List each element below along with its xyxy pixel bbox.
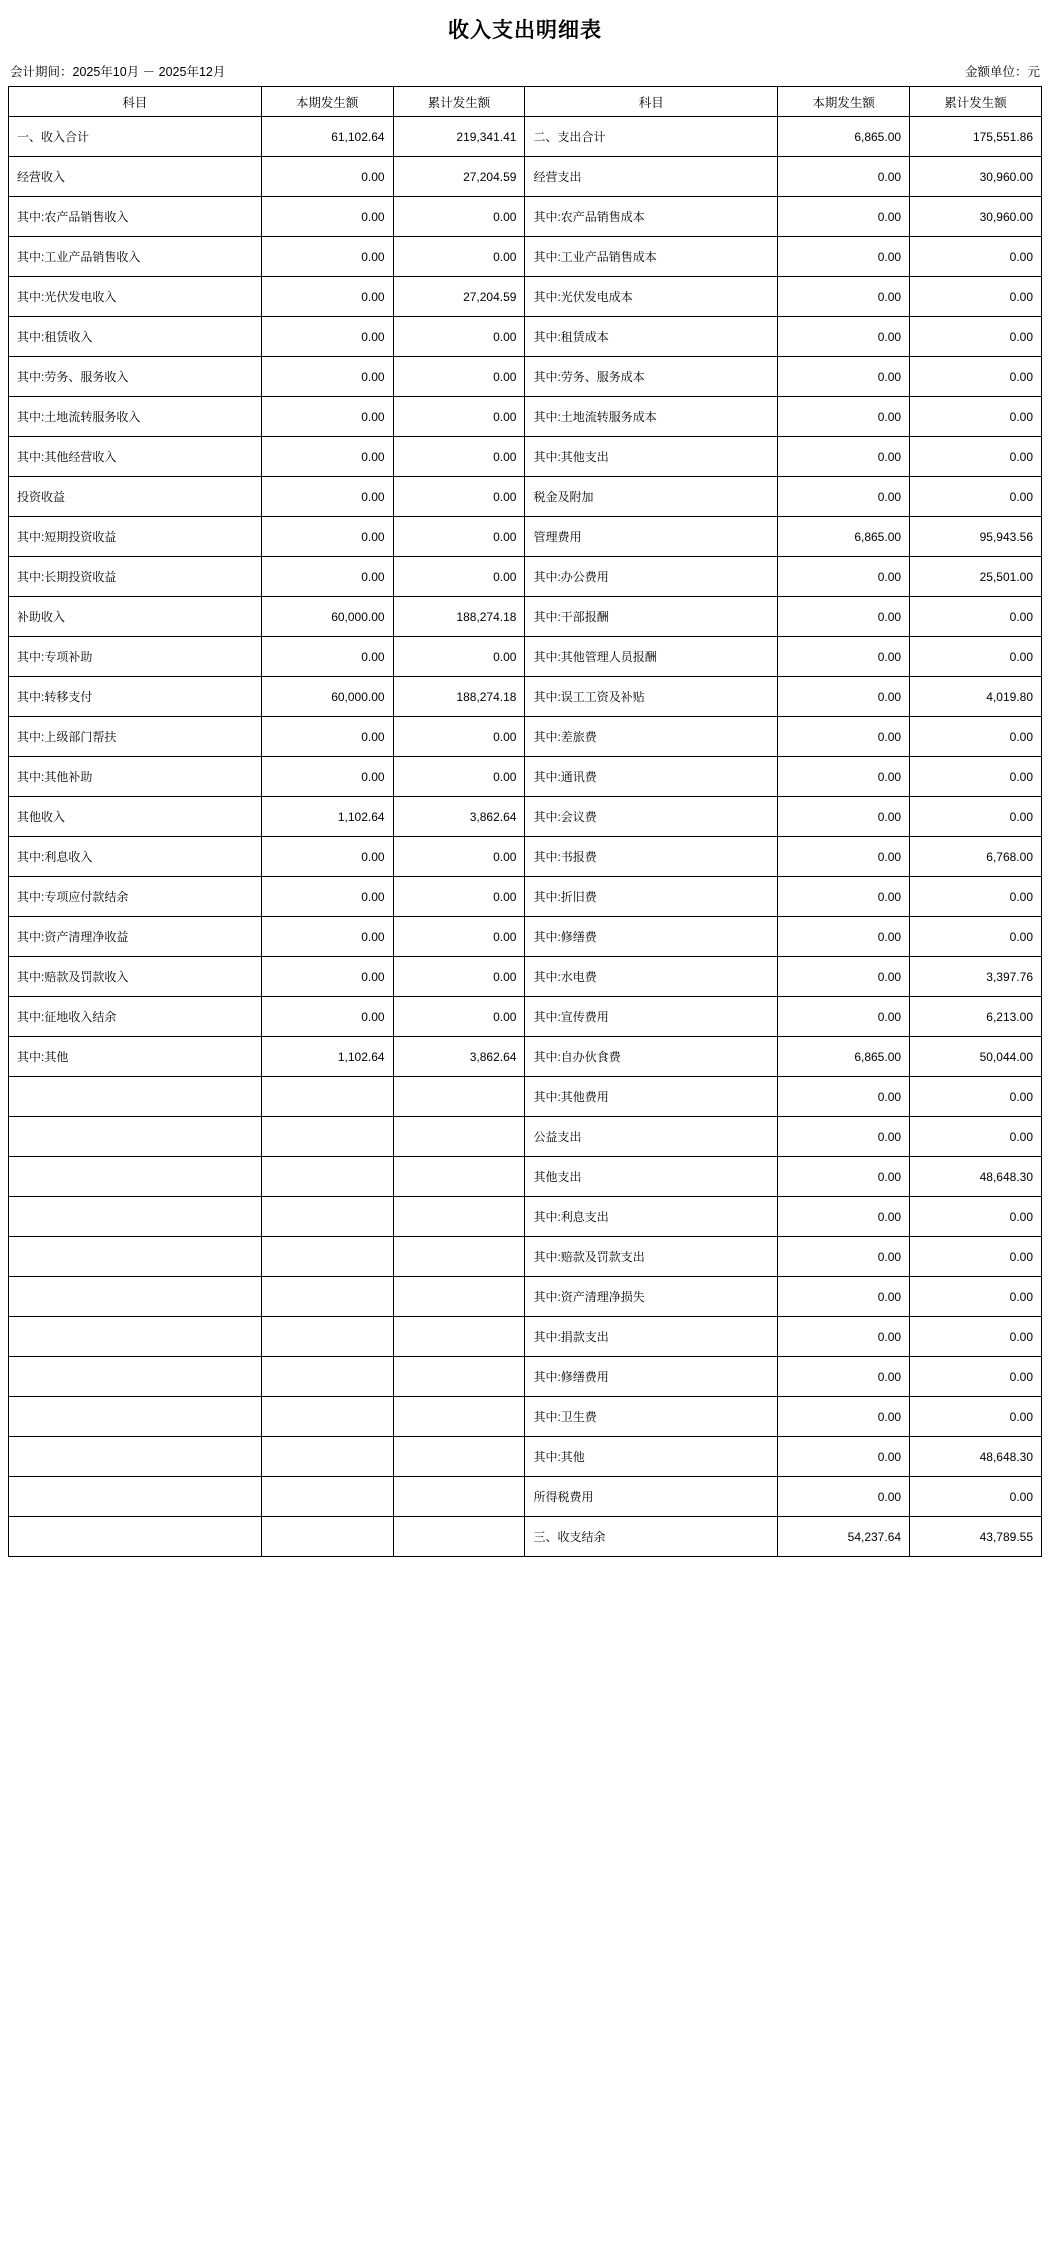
cell-subject-right: 其中:租赁成本 — [525, 317, 778, 357]
cell-subject-left: 其中:专项补助 — [9, 637, 262, 677]
table-row — [9, 1357, 1042, 1397]
table-row — [9, 1237, 1042, 1277]
cell-current-left: 0.00 — [261, 637, 393, 677]
cell-empty — [9, 1117, 262, 1157]
table-row — [9, 1197, 1042, 1237]
cell-current-left: 0.00 — [261, 997, 393, 1037]
cell-current-right: 0.00 — [778, 1477, 910, 1517]
cell-cumulative-left: 0.00 — [393, 837, 525, 877]
cell-subject-right: 其中:资产清理净损失 — [525, 1277, 778, 1317]
cell-subject-right: 二、支出合计 — [525, 117, 778, 157]
cell-current-left — [261, 1437, 393, 1477]
cell-cumulative-left: 0.00 — [393, 717, 525, 757]
cell-current-left: 0.00 — [261, 757, 393, 797]
table-row — [9, 397, 1042, 437]
cell-subject-right: 管理费用 — [525, 517, 778, 557]
cell-cumulative-right: 43,789.55 — [910, 1517, 1042, 1557]
cell-cumulative-left: 188,274.18 — [393, 597, 525, 637]
cell-cumulative-right: 0.00 — [910, 717, 1042, 757]
table-row — [9, 797, 1042, 837]
cell-current-right: 0.00 — [778, 717, 910, 757]
cell-cumulative-left: 27,204.59 — [393, 157, 525, 197]
table-row — [9, 157, 1042, 197]
cell-subject-left: 其中:专项应付款结余 — [9, 877, 262, 917]
header-cumulative-left: 累计发生额 — [393, 87, 525, 117]
cell-empty — [9, 1477, 262, 1517]
cell-current-left: 0.00 — [261, 197, 393, 237]
cell-subject-right: 其中:通讯费 — [525, 757, 778, 797]
cell-cumulative-left: 3,862.64 — [393, 1037, 525, 1077]
cell-subject-left: 其中:短期投资收益 — [9, 517, 262, 557]
table-row — [9, 477, 1042, 517]
cell-subject-right: 公益支出 — [525, 1117, 778, 1157]
cell-cumulative-right: 95,943.56 — [910, 517, 1042, 557]
cell-current-left — [261, 1357, 393, 1397]
cell-cumulative-left: 0.00 — [393, 517, 525, 557]
cell-subject-right: 三、收支结余 — [525, 1517, 778, 1557]
cell-cumulative-right: 0.00 — [910, 437, 1042, 477]
cell-current-left — [261, 1197, 393, 1237]
table-body — [9, 117, 1042, 1557]
cell-cumulative-right: 0.00 — [910, 597, 1042, 637]
cell-cumulative-right: 6,768.00 — [910, 837, 1042, 877]
cell-subject-left: 其中:资产清理净收益 — [9, 917, 262, 957]
cell-empty — [9, 1517, 262, 1557]
cell-subject-left: 其中:租赁收入 — [9, 317, 262, 357]
cell-current-right: 0.00 — [778, 1357, 910, 1397]
amount-unit: 金额单位：元 — [964, 65, 1040, 79]
header-current-right: 本期发生额 — [778, 87, 910, 117]
cell-current-left — [261, 1157, 393, 1197]
cell-current-left — [261, 1117, 393, 1157]
cell-empty — [9, 1357, 262, 1397]
cell-cumulative-left: 0.00 — [393, 917, 525, 957]
cell-subject-right: 其中:水电费 — [525, 957, 778, 997]
cell-current-right: 54,237.64 — [778, 1517, 910, 1557]
cell-current-right: 0.00 — [778, 1397, 910, 1437]
cell-current-left: 0.00 — [261, 397, 393, 437]
table-row — [9, 317, 1042, 357]
cell-current-right: 0.00 — [778, 957, 910, 997]
table-row — [9, 677, 1042, 717]
cell-cumulative-right: 0.00 — [910, 877, 1042, 917]
cell-subject-left: 其中:上级部门帮扶 — [9, 717, 262, 757]
accounting-period: 会计期间：2025年10月 － 2025年12月 — [10, 65, 226, 79]
table-row — [9, 437, 1042, 477]
cell-cumulative-right: 0.00 — [910, 277, 1042, 317]
cell-subject-right: 其中:捐款支出 — [525, 1317, 778, 1357]
cell-subject-left: 投资收益 — [9, 477, 262, 517]
table-row — [9, 917, 1042, 957]
table-row — [9, 1277, 1042, 1317]
table-row — [9, 1317, 1042, 1357]
cell-subject-right: 其中:宣传费用 — [525, 997, 778, 1037]
table-row — [9, 997, 1042, 1037]
cell-empty — [9, 1437, 262, 1477]
cell-current-right: 0.00 — [778, 677, 910, 717]
report-meta — [8, 62, 1042, 86]
cell-subject-left: 其他收入 — [9, 797, 262, 837]
cell-cumulative-right: 0.00 — [910, 1077, 1042, 1117]
cell-cumulative-left: 0.00 — [393, 877, 525, 917]
table-row — [9, 1477, 1042, 1517]
cell-cumulative-left — [393, 1477, 525, 1517]
cell-cumulative-right: 0.00 — [910, 797, 1042, 837]
cell-current-right: 0.00 — [778, 877, 910, 917]
table-row — [9, 1077, 1042, 1117]
cell-current-right: 0.00 — [778, 1157, 910, 1197]
page-title: 收入支出明细表 — [448, 18, 602, 42]
cell-subject-left: 其中:劳务、服务收入 — [9, 357, 262, 397]
table-row — [9, 1117, 1042, 1157]
cell-cumulative-left — [393, 1317, 525, 1357]
cell-current-right: 6,865.00 — [778, 1037, 910, 1077]
cell-current-left: 0.00 — [261, 557, 393, 597]
cell-subject-left: 补助收入 — [9, 597, 262, 637]
cell-empty — [9, 1197, 262, 1237]
cell-current-right: 0.00 — [778, 597, 910, 637]
cell-current-left: 60,000.00 — [261, 677, 393, 717]
cell-cumulative-right: 48,648.30 — [910, 1157, 1042, 1197]
cell-current-left: 0.00 — [261, 277, 393, 317]
cell-subject-right: 其中:工业产品销售成本 — [525, 237, 778, 277]
cell-cumulative-right: 0.00 — [910, 477, 1042, 517]
cell-cumulative-left: 0.00 — [393, 357, 525, 397]
cell-cumulative-left: 3,862.64 — [393, 797, 525, 837]
table-row — [9, 877, 1042, 917]
header-cumulative-right: 累计发生额 — [910, 87, 1042, 117]
cell-subject-left: 其中:其他 — [9, 1037, 262, 1077]
table-row — [9, 517, 1042, 557]
cell-current-right: 0.00 — [778, 157, 910, 197]
cell-empty — [9, 1237, 262, 1277]
cell-current-left: 0.00 — [261, 717, 393, 757]
table-row — [9, 837, 1042, 877]
cell-cumulative-right: 0.00 — [910, 1317, 1042, 1357]
table-row — [9, 197, 1042, 237]
cell-cumulative-left — [393, 1277, 525, 1317]
cell-empty — [9, 1317, 262, 1357]
cell-current-left: 0.00 — [261, 917, 393, 957]
cell-subject-right: 其中:自办伙食费 — [525, 1037, 778, 1077]
header-subject-right: 科目 — [525, 87, 778, 117]
cell-subject-right: 其中:其他费用 — [525, 1077, 778, 1117]
cell-current-left — [261, 1517, 393, 1557]
cell-cumulative-right: 0.00 — [910, 1357, 1042, 1397]
table-row — [9, 117, 1042, 157]
table-row — [9, 237, 1042, 277]
cell-cumulative-left: 0.00 — [393, 317, 525, 357]
cell-cumulative-left: 0.00 — [393, 957, 525, 997]
cell-cumulative-left: 0.00 — [393, 997, 525, 1037]
cell-current-right: 0.00 — [778, 1077, 910, 1117]
cell-subject-left: 其中:转移支付 — [9, 677, 262, 717]
cell-current-right: 0.00 — [778, 437, 910, 477]
cell-subject-left: 一、收入合计 — [9, 117, 262, 157]
cell-empty — [9, 1277, 262, 1317]
cell-current-right: 0.00 — [778, 1437, 910, 1477]
cell-subject-right: 其中:差旅费 — [525, 717, 778, 757]
cell-current-left: 0.00 — [261, 837, 393, 877]
cell-subject-left: 经营收入 — [9, 157, 262, 197]
table-row — [9, 717, 1042, 757]
cell-current-left: 0.00 — [261, 157, 393, 197]
header-subject-left: 科目 — [9, 87, 262, 117]
cell-current-left — [261, 1477, 393, 1517]
cell-cumulative-left: 0.00 — [393, 637, 525, 677]
cell-cumulative-right: 50,044.00 — [910, 1037, 1042, 1077]
cell-subject-right: 其他支出 — [525, 1157, 778, 1197]
cell-cumulative-left: 0.00 — [393, 757, 525, 797]
table-row — [9, 757, 1042, 797]
table-row — [9, 1397, 1042, 1437]
cell-cumulative-right: 0.00 — [910, 237, 1042, 277]
cell-empty — [9, 1157, 262, 1197]
cell-current-right: 0.00 — [778, 1237, 910, 1277]
table-row — [9, 277, 1042, 317]
cell-subject-right: 所得税费用 — [525, 1477, 778, 1517]
cell-cumulative-right: 0.00 — [910, 397, 1042, 437]
cell-subject-left: 其中:其他经营收入 — [9, 437, 262, 477]
cell-cumulative-right: 0.00 — [910, 637, 1042, 677]
cell-current-right: 0.00 — [778, 557, 910, 597]
cell-cumulative-left: 188,274.18 — [393, 677, 525, 717]
table-row — [9, 1437, 1042, 1477]
cell-cumulative-left — [393, 1157, 525, 1197]
table-row — [9, 1157, 1042, 1197]
cell-current-left — [261, 1277, 393, 1317]
cell-subject-right: 其中:折旧费 — [525, 877, 778, 917]
cell-current-left: 1,102.64 — [261, 797, 393, 837]
table-row — [9, 1517, 1042, 1557]
cell-current-right: 0.00 — [778, 197, 910, 237]
cell-subject-left: 其中:光伏发电收入 — [9, 277, 262, 317]
cell-empty — [9, 1397, 262, 1437]
cell-current-right: 0.00 — [778, 237, 910, 277]
cell-cumulative-right: 175,551.86 — [910, 117, 1042, 157]
cell-current-right: 0.00 — [778, 837, 910, 877]
cell-empty — [9, 1077, 262, 1117]
cell-subject-right: 其中:办公费用 — [525, 557, 778, 597]
cell-current-right: 0.00 — [778, 757, 910, 797]
cell-current-right: 0.00 — [778, 637, 910, 677]
cell-current-left: 1,102.64 — [261, 1037, 393, 1077]
cell-subject-right: 其中:利息支出 — [525, 1197, 778, 1237]
cell-cumulative-right: 3,397.76 — [910, 957, 1042, 997]
cell-current-left: 0.00 — [261, 477, 393, 517]
cell-current-left: 0.00 — [261, 437, 393, 477]
cell-current-left — [261, 1397, 393, 1437]
cell-subject-right: 其中:修缮费用 — [525, 1357, 778, 1397]
cell-current-right: 6,865.00 — [778, 517, 910, 557]
cell-subject-right: 其中:赔款及罚款支出 — [525, 1237, 778, 1277]
cell-cumulative-left — [393, 1197, 525, 1237]
cell-current-right: 0.00 — [778, 997, 910, 1037]
cell-cumulative-left: 219,341.41 — [393, 117, 525, 157]
cell-cumulative-left — [393, 1357, 525, 1397]
cell-cumulative-right: 0.00 — [910, 917, 1042, 957]
cell-subject-left: 其中:征地收入结余 — [9, 997, 262, 1037]
cell-current-left: 60,000.00 — [261, 597, 393, 637]
cell-subject-right: 税金及附加 — [525, 477, 778, 517]
cell-cumulative-right: 0.00 — [910, 1117, 1042, 1157]
table-row — [9, 597, 1042, 637]
cell-cumulative-left — [393, 1117, 525, 1157]
table-row — [9, 957, 1042, 997]
cell-subject-right: 其中:干部报酬 — [525, 597, 778, 637]
cell-current-right: 0.00 — [778, 1277, 910, 1317]
cell-subject-left: 其中:长期投资收益 — [9, 557, 262, 597]
cell-subject-left: 其中:土地流转服务收入 — [9, 397, 262, 437]
cell-subject-right: 其中:其他支出 — [525, 437, 778, 477]
cell-cumulative-right: 4,019.80 — [910, 677, 1042, 717]
cell-current-right: 6,865.00 — [778, 117, 910, 157]
header-current-left: 本期发生额 — [261, 87, 393, 117]
cell-subject-right: 其中:土地流转服务成本 — [525, 397, 778, 437]
cell-subject-right: 其中:其他 — [525, 1437, 778, 1477]
cell-cumulative-right: 0.00 — [910, 1477, 1042, 1517]
cell-cumulative-right: 0.00 — [910, 317, 1042, 357]
cell-cumulative-right: 0.00 — [910, 1277, 1042, 1317]
cell-cumulative-right: 30,960.00 — [910, 197, 1042, 237]
cell-cumulative-right: 0.00 — [910, 757, 1042, 797]
cell-cumulative-left — [393, 1517, 525, 1557]
cell-current-left: 0.00 — [261, 357, 393, 397]
cell-subject-left: 其中:农产品销售收入 — [9, 197, 262, 237]
cell-cumulative-right: 0.00 — [910, 1397, 1042, 1437]
cell-subject-right: 其中:其他管理人员报酬 — [525, 637, 778, 677]
cell-cumulative-left: 0.00 — [393, 237, 525, 277]
cell-current-right: 0.00 — [778, 277, 910, 317]
cell-cumulative-left: 0.00 — [393, 557, 525, 597]
cell-cumulative-right: 0.00 — [910, 1197, 1042, 1237]
cell-subject-left: 其中:赔款及罚款收入 — [9, 957, 262, 997]
table-row — [9, 637, 1042, 677]
cell-current-right: 0.00 — [778, 797, 910, 837]
cell-subject-right: 其中:劳务、服务成本 — [525, 357, 778, 397]
cell-cumulative-left: 0.00 — [393, 437, 525, 477]
cell-cumulative-right: 0.00 — [910, 1237, 1042, 1277]
cell-current-right: 0.00 — [778, 357, 910, 397]
cell-subject-right: 其中:会议费 — [525, 797, 778, 837]
cell-current-right: 0.00 — [778, 917, 910, 957]
table-row — [9, 357, 1042, 397]
cell-current-right: 0.00 — [778, 317, 910, 357]
cell-subject-right: 其中:卫生费 — [525, 1397, 778, 1437]
cell-current-left: 0.00 — [261, 517, 393, 557]
table-row — [9, 1037, 1042, 1077]
cell-subject-left: 其中:工业产品销售收入 — [9, 237, 262, 277]
table-header-row — [9, 87, 1042, 117]
cell-cumulative-right: 0.00 — [910, 357, 1042, 397]
cell-current-left — [261, 1077, 393, 1117]
cell-current-left: 0.00 — [261, 877, 393, 917]
cell-cumulative-right: 6,213.00 — [910, 997, 1042, 1037]
cell-subject-left: 其中:其他补助 — [9, 757, 262, 797]
cell-cumulative-left — [393, 1237, 525, 1277]
cell-subject-right: 其中:书报费 — [525, 837, 778, 877]
cell-cumulative-left: 0.00 — [393, 477, 525, 517]
cell-cumulative-left — [393, 1077, 525, 1117]
cell-current-left: 61,102.64 — [261, 117, 393, 157]
cell-cumulative-left — [393, 1397, 525, 1437]
cell-cumulative-left: 0.00 — [393, 197, 525, 237]
cell-current-right: 0.00 — [778, 1117, 910, 1157]
cell-subject-left: 其中:利息收入 — [9, 837, 262, 877]
cell-current-left — [261, 1317, 393, 1357]
cell-subject-right: 其中:修缮费 — [525, 917, 778, 957]
cell-cumulative-right: 48,648.30 — [910, 1437, 1042, 1477]
cell-subject-right: 其中:农产品销售成本 — [525, 197, 778, 237]
cell-current-left: 0.00 — [261, 957, 393, 997]
cell-current-left: 0.00 — [261, 237, 393, 277]
cell-current-right: 0.00 — [778, 397, 910, 437]
cell-cumulative-left — [393, 1437, 525, 1477]
cell-cumulative-left: 0.00 — [393, 397, 525, 437]
cell-current-right: 0.00 — [778, 1317, 910, 1357]
cell-current-left: 0.00 — [261, 317, 393, 357]
table-row — [9, 557, 1042, 597]
cell-cumulative-right: 25,501.00 — [910, 557, 1042, 597]
income-expense-table — [8, 86, 1042, 1557]
cell-cumulative-right: 30,960.00 — [910, 157, 1042, 197]
cell-subject-right: 其中:误工工资及补贴 — [525, 677, 778, 717]
cell-current-left — [261, 1237, 393, 1277]
cell-cumulative-left: 27,204.59 — [393, 277, 525, 317]
cell-current-right: 0.00 — [778, 477, 910, 517]
cell-subject-right: 其中:光伏发电成本 — [525, 277, 778, 317]
cell-subject-right: 经营支出 — [525, 157, 778, 197]
cell-current-right: 0.00 — [778, 1197, 910, 1237]
